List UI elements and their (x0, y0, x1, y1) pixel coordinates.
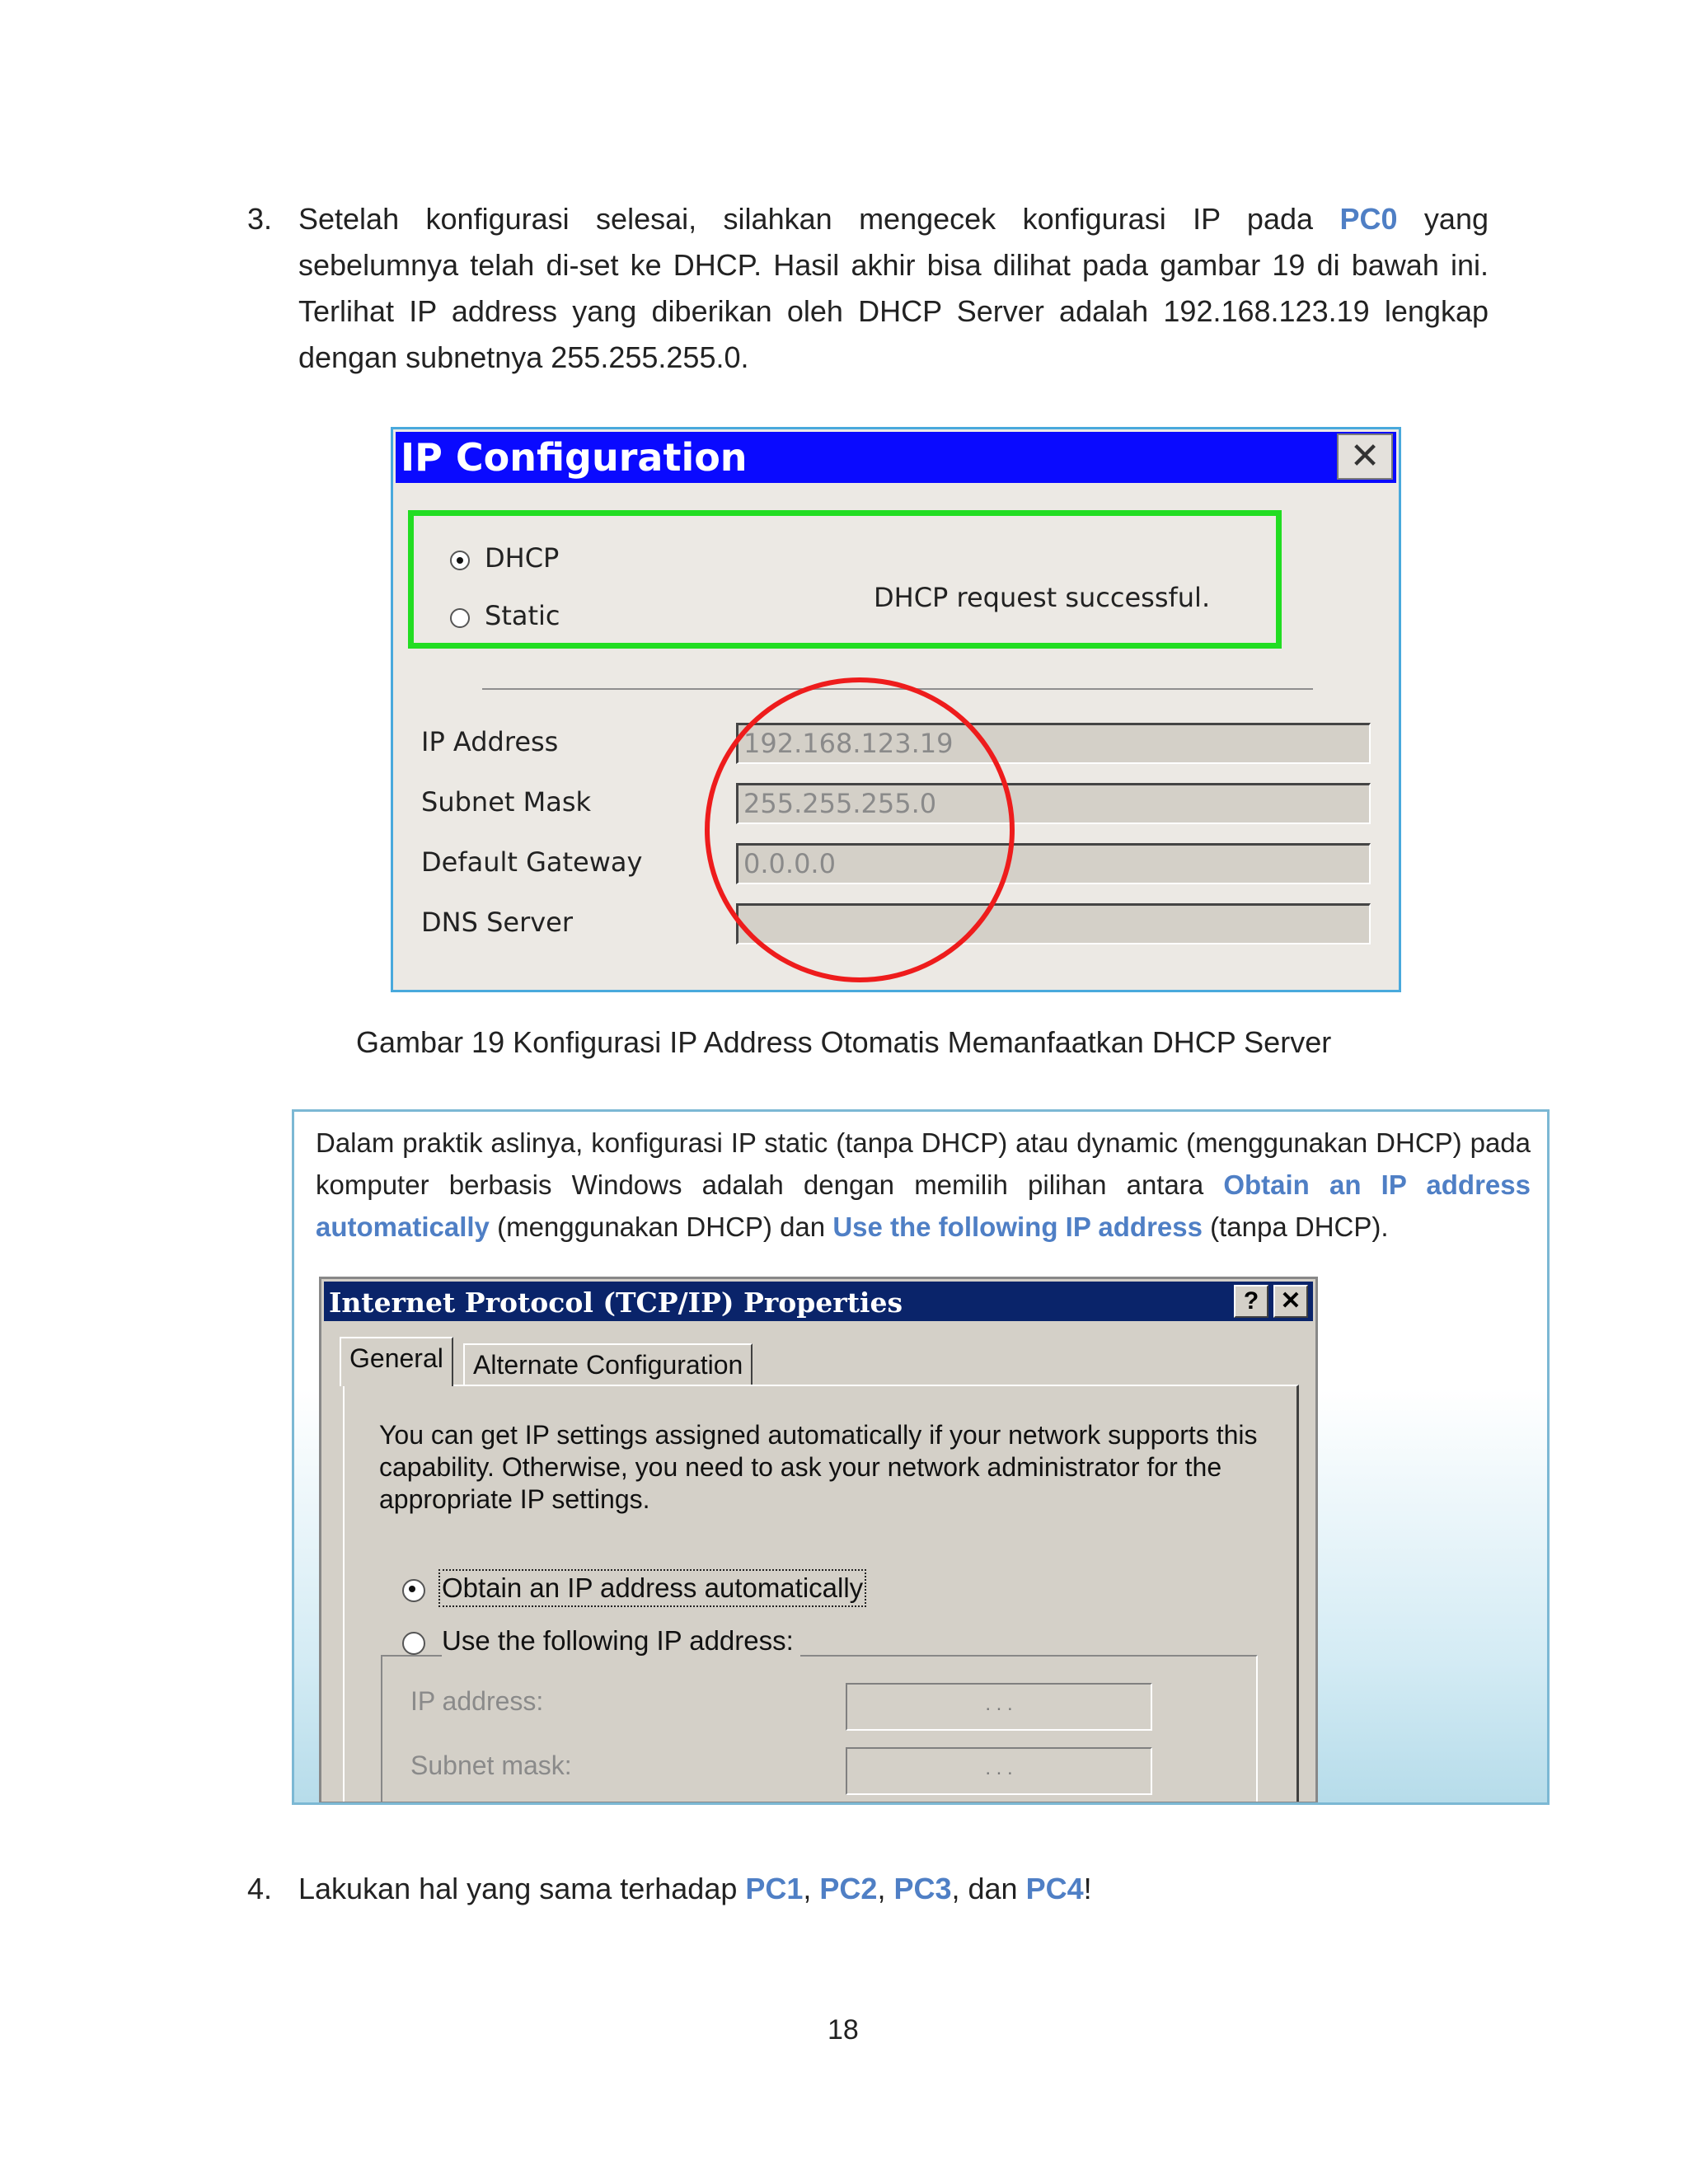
subnet-mask-field[interactable]: 255.255.255.0 (736, 783, 1371, 824)
subnet-mask-label: Subnet mask: (410, 1750, 572, 1780)
use-following-ip-highlight: Use the following IP address (832, 1212, 1203, 1242)
tcpip-properties-window (319, 1277, 1318, 1804)
ip-address-field[interactable]: 192.168.123.19 (736, 723, 1371, 764)
step-text (298, 196, 1489, 381)
note-box (292, 1109, 1550, 1805)
step-text-a: Setelah konfigurasi selesai, silahkan mengecek konfigurasi IP pada (298, 202, 1340, 236)
step-text-b: yang sebelumnya telah di-set ke DHCP. Hasil akhir bisa dilihat pada gambar 19 di bawah ini. Terlihat IP address yang diberikan oleh DHCP Server adalah 192.168.123.19 lengkap dengan subnetnya 255.255.255.0. (298, 202, 1489, 374)
step-text (298, 1866, 1489, 1912)
page-number: 18 (828, 2014, 859, 2046)
note-text-a: Dalam praktik aslinya, konfigurasi IP static (tanpa DHCP) atau dynamic (menggunakan DHCP) pada komputer berbasis Windows adalah dengan memilih pilihan antara (316, 1127, 1531, 1200)
pc3-highlight: PC3 (893, 1872, 952, 1905)
pc0-highlight: PC0 (1339, 202, 1398, 236)
use-following-ip-label[interactable]: Use the following IP address: (442, 1625, 800, 1657)
step-number: 3. (247, 202, 273, 236)
close-button[interactable]: ✕ (1273, 1285, 1308, 1318)
title-bar (324, 1282, 1313, 1321)
step-number: 4. (247, 1872, 273, 1905)
help-button[interactable]: ? (1234, 1285, 1268, 1318)
window-title: Internet Protocol (TCP/IP) Properties (329, 1286, 903, 1319)
static-label: Static (485, 600, 560, 631)
note-text (316, 1122, 1531, 1248)
separator: , (877, 1872, 894, 1905)
subnet-mask-input[interactable]: . . . (846, 1747, 1152, 1795)
obtain-ip-auto-label[interactable]: Obtain an IP address automatically (442, 1572, 864, 1603)
figure-caption: Gambar 19 Konfigurasi IP Address Otomatis Memanfaatkan DHCP Server (356, 1025, 1332, 1059)
dns-server-field[interactable] (736, 903, 1371, 944)
exclamation: ! (1083, 1872, 1092, 1905)
pc4-highlight: PC4 (1025, 1872, 1084, 1905)
window-title: IP Configuration (401, 435, 748, 480)
ip-address-input[interactable]: . . . (846, 1683, 1152, 1731)
dhcp-status-message: DHCP request successful. (874, 582, 1211, 613)
title-bar (396, 432, 1396, 483)
description-text: You can get IP settings assigned automatically if your network supports this capability. Otherwise, you need to ask your network administrator for the appropriate IP settings. (379, 1420, 1258, 1514)
tab-general[interactable]: General (340, 1337, 453, 1386)
dhcp-highlight-box (408, 510, 1282, 649)
static-radio[interactable] (450, 608, 470, 628)
ip-configuration-window (391, 427, 1401, 992)
ip-address-label: IP Address (421, 726, 559, 757)
step-3-paragraph (247, 196, 1489, 381)
step-4-paragraph (247, 1866, 1489, 1912)
dhcp-radio[interactable] (450, 551, 470, 570)
obtain-ip-auto-radio[interactable] (402, 1579, 425, 1602)
obtain-ip-highlight: Obtain an IP address automatically (316, 1169, 1531, 1242)
note-text-c: (tanpa DHCP). (1202, 1212, 1389, 1242)
divider (482, 688, 1313, 690)
pc2-highlight: PC2 (819, 1872, 878, 1905)
subnet-mask-label: Subnet Mask (421, 786, 592, 818)
separator: , dan (951, 1872, 1026, 1905)
ip-address-label: IP address: (410, 1686, 544, 1716)
separator: , (803, 1872, 820, 1905)
close-button[interactable]: ✕ (1337, 434, 1393, 480)
note-text-b: (menggunakan DHCP) dan (489, 1212, 833, 1242)
step-text-a: Lakukan hal yang sama terhadap (298, 1872, 746, 1905)
use-following-ip-radio[interactable] (402, 1632, 425, 1655)
dns-server-label: DNS Server (421, 907, 573, 938)
tab-alternate-configuration[interactable]: Alternate Configuration (463, 1343, 753, 1385)
default-gateway-field[interactable]: 0.0.0.0 (736, 843, 1371, 884)
pc1-highlight: PC1 (745, 1872, 804, 1905)
dhcp-label: DHCP (485, 542, 560, 574)
default-gateway-label: Default Gateway (421, 846, 643, 878)
